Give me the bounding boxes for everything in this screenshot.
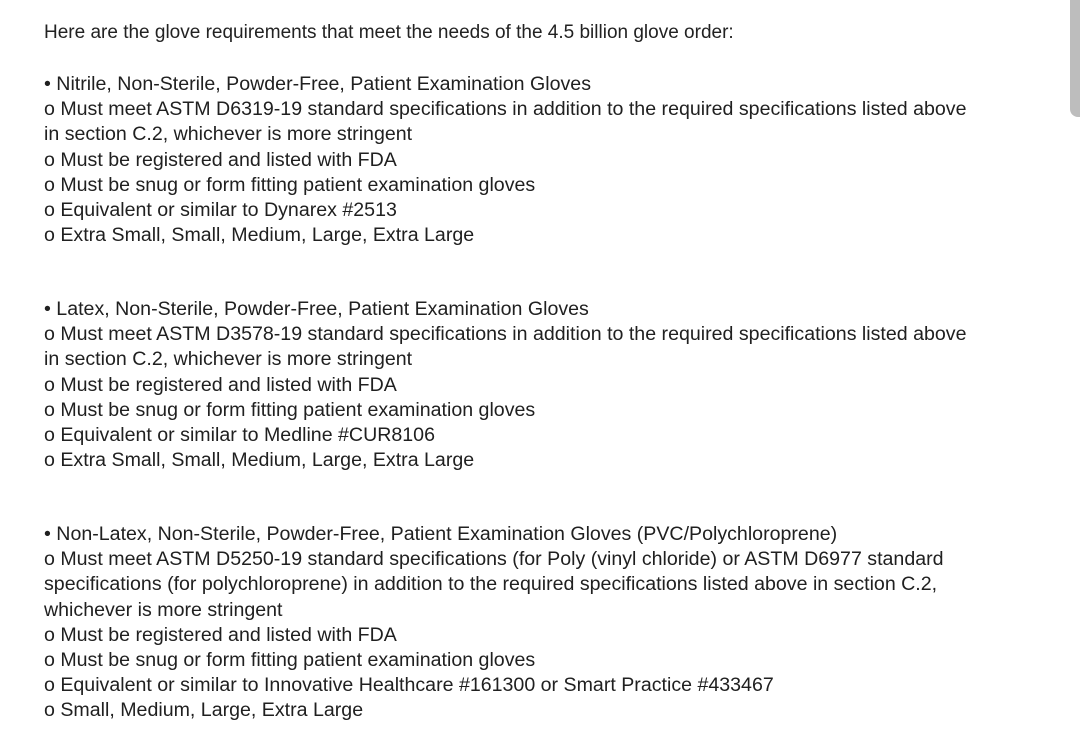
requirement-line: o Must be registered and listed with FDA [44, 623, 397, 646]
requirement-line: o Equivalent or similar to Medline #CUR8106 [44, 423, 435, 446]
section-latex-gloves [44, 297, 1080, 473]
intro-text: Here are the glove requirements that meet the needs of the 4.5 billion glove order: [44, 22, 734, 43]
requirement-line: o Must be registered and listed with FDA [44, 148, 397, 171]
requirement-line: o Must be snug or form fitting patient examination gloves [44, 398, 536, 421]
requirement-line: specifications (for polychloroprene) in addition to the required specifications listed above in section C.2, [44, 573, 938, 596]
requirement-line: o Must meet ASTM D5250-19 standard specifications (for Poly (vinyl chloride) or ASTM D6977 standard [44, 548, 944, 571]
section-heading: • Latex, Non-Sterile, Powder-Free, Patient Examination Gloves [44, 298, 589, 320]
requirement-line: o Extra Small, Small, Medium, Large, Extra Large [44, 449, 475, 472]
requirement-line: in section C.2, whichever is more stringent [44, 348, 413, 371]
section-heading: • Nitrile, Non-Sterile, Powder-Free, Patient Examination Gloves [44, 73, 591, 95]
requirement-line: o Must be snug or form fitting patient examination gloves [44, 173, 536, 196]
scrollbar-thumb[interactable] [1070, 0, 1080, 117]
requirement-line: o Small, Medium, Large, Extra Large [44, 699, 364, 722]
requirement-line: in section C.2, whichever is more stringent [44, 123, 413, 146]
requirement-line: o Extra Small, Small, Medium, Large, Extra Large [44, 224, 475, 247]
requirement-line: whichever is more stringent [44, 598, 283, 621]
section-heading: • Non-Latex, Non-Sterile, Powder-Free, Patient Examination Gloves (PVC/Polychloroprene) [44, 523, 838, 545]
requirement-line: o Equivalent or similar to Dynarex #2513 [44, 198, 397, 221]
requirement-line: o Must be snug or form fitting patient examination gloves [44, 648, 536, 671]
requirement-line: o Must be registered and listed with FDA [44, 373, 397, 396]
requirement-line: o Must meet ASTM D3578-19 standard specifications in addition to the required specifications listed above [44, 323, 967, 346]
requirement-line: o Equivalent or similar to Innovative Healthcare #161300 or Smart Practice #433467 [44, 674, 774, 697]
section-nitrile-gloves [44, 72, 1080, 248]
section-non-latex-gloves [44, 522, 1080, 724]
requirement-line: o Must meet ASTM D6319-19 standard specifications in addition to the required specifications listed above [44, 98, 967, 121]
